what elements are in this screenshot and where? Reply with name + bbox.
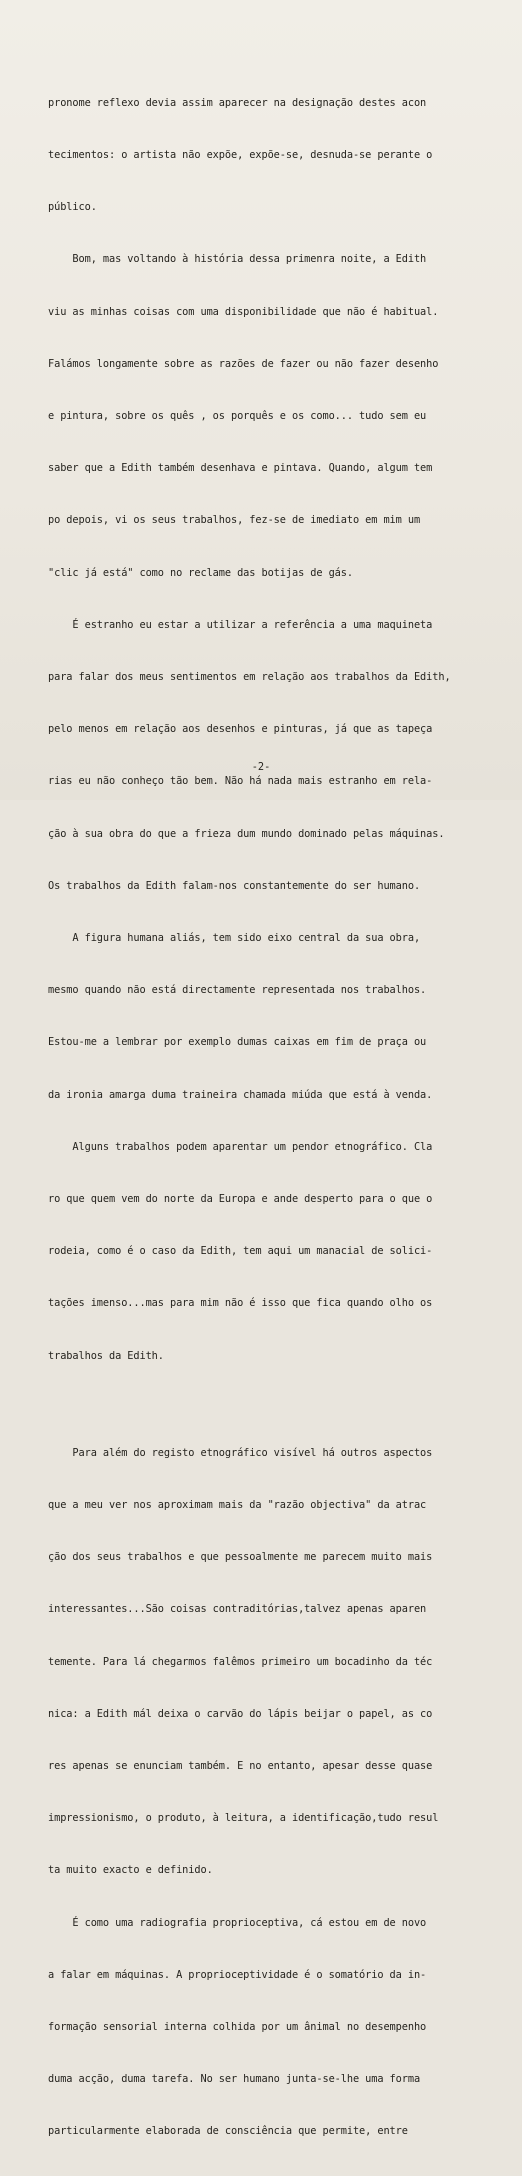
paragraph-gap bbox=[48, 1400, 510, 1410]
text-line: da ironia amarga duma traineira chamada miúda que está à venda. bbox=[48, 1088, 433, 1101]
text-line: É estranho eu estar a utilizar a referência a uma maquineta bbox=[48, 618, 433, 631]
text-line: Bom, mas voltando à história dessa primenra noite, a Edith bbox=[48, 253, 427, 266]
text-line: temente. Para lá chegarmos falêmos primeiro um bocadinho da téc bbox=[48, 1655, 433, 1668]
text-line: Alguns trabalhos podem aparentar um pendor etnográfico. Cla bbox=[48, 1140, 433, 1153]
text-line: interessantes...São coisas contraditórias,talvez apenas aparen bbox=[48, 1603, 427, 1616]
text-line: a falar em máquinas. A proprioceptividade é o somatório da in- bbox=[48, 1968, 427, 1981]
body-text bbox=[48, 60, 510, 2176]
text-line: ta muito exacto e definido. bbox=[48, 1864, 213, 1877]
text-line: tecimentos: o artista não expõe, expõe-se, desnuda-se perante o bbox=[48, 149, 433, 162]
page-number: -2- bbox=[251, 761, 271, 773]
text-line: Estou-me a lembrar por exemplo dumas caixas em fim de praça ou bbox=[48, 1036, 427, 1049]
text-line: rodeia, como é o caso da Edith, tem aqui um manacial de solici- bbox=[48, 1245, 433, 1258]
text-line: ção dos seus trabalhos e que pessoalmente me parecem muito mais bbox=[48, 1551, 433, 1564]
text-line: É como uma radiografia proprioceptiva, cá estou em de novo bbox=[48, 1916, 427, 1929]
text-line: para falar dos meus sentimentos em relação aos trabalhos da Edith, bbox=[48, 671, 451, 684]
text-line: ção à sua obra do que a frieza dum mundo dominado pelas máquinas. bbox=[48, 827, 445, 840]
text-line: que a meu ver nos aproximam mais da "razão objectiva" da atrac bbox=[48, 1498, 427, 1511]
text-line: ro que quem vem do norte da Europa e ande desperto para o que o bbox=[48, 1193, 433, 1206]
text-line: nica: a Edith mál deixa o carvão do lápis beijar o papel, as co bbox=[48, 1707, 433, 1720]
text-line: rias eu não conheço tão bem. Não há nada mais estranho em rela- bbox=[48, 775, 433, 788]
text-line: Para além do registo etnográfico visível há outros aspectos bbox=[48, 1446, 433, 1459]
text-line: "clic já está" como no reclame das botijas de gás. bbox=[48, 566, 353, 579]
text-line: impressionismo, o produto, à leitura, a identificação,tudo resul bbox=[48, 1812, 439, 1825]
text-line: mesmo quando não está directamente representada nos trabalhos. bbox=[48, 984, 427, 997]
text-line: Os trabalhos da Edith falam-nos constantemente do ser humano. bbox=[48, 879, 421, 892]
text-line: público. bbox=[48, 201, 97, 214]
text-line: particularmente elaborada de consciência que permite, entre bbox=[48, 2125, 408, 2138]
text-line: tações imenso...mas para mim não é isso que fica quando olho os bbox=[48, 1297, 433, 1310]
text-line: duma acção, duma tarefa. No ser humano junta-se-lhe uma forma bbox=[48, 2073, 421, 2086]
text-line: formação sensorial interna colhida por um ânimal no desempenho bbox=[48, 2020, 427, 2033]
text-line: trabalhos da Edith. bbox=[48, 1349, 164, 1362]
text-line: pronome reflexo devia assim aparecer na designação destes acon bbox=[48, 96, 427, 109]
text-line: res apenas se enunciam também. E no entanto, apesar desse quase bbox=[48, 1759, 433, 1772]
text-line: saber que a Edith também desenhava e pintava. Quando, algum tem bbox=[48, 462, 433, 475]
text-line: e pintura, sobre os quês , os porquês e os como... tudo sem eu bbox=[48, 410, 427, 423]
text-line: po depois, vi os seus trabalhos, fez-se de imediato em mim um bbox=[48, 514, 421, 527]
text-line: pelo menos em relação aos desenhos e pinturas, já que as tapeça bbox=[48, 723, 433, 736]
text-line: Falámos longamente sobre as razões de fazer ou não fazer desenho bbox=[48, 357, 439, 370]
text-line: viu as minhas coisas com uma disponibilidade que não é habitual. bbox=[48, 305, 439, 318]
text-line: A figura humana aliás, tem sido eixo central da sua obra, bbox=[48, 932, 421, 945]
